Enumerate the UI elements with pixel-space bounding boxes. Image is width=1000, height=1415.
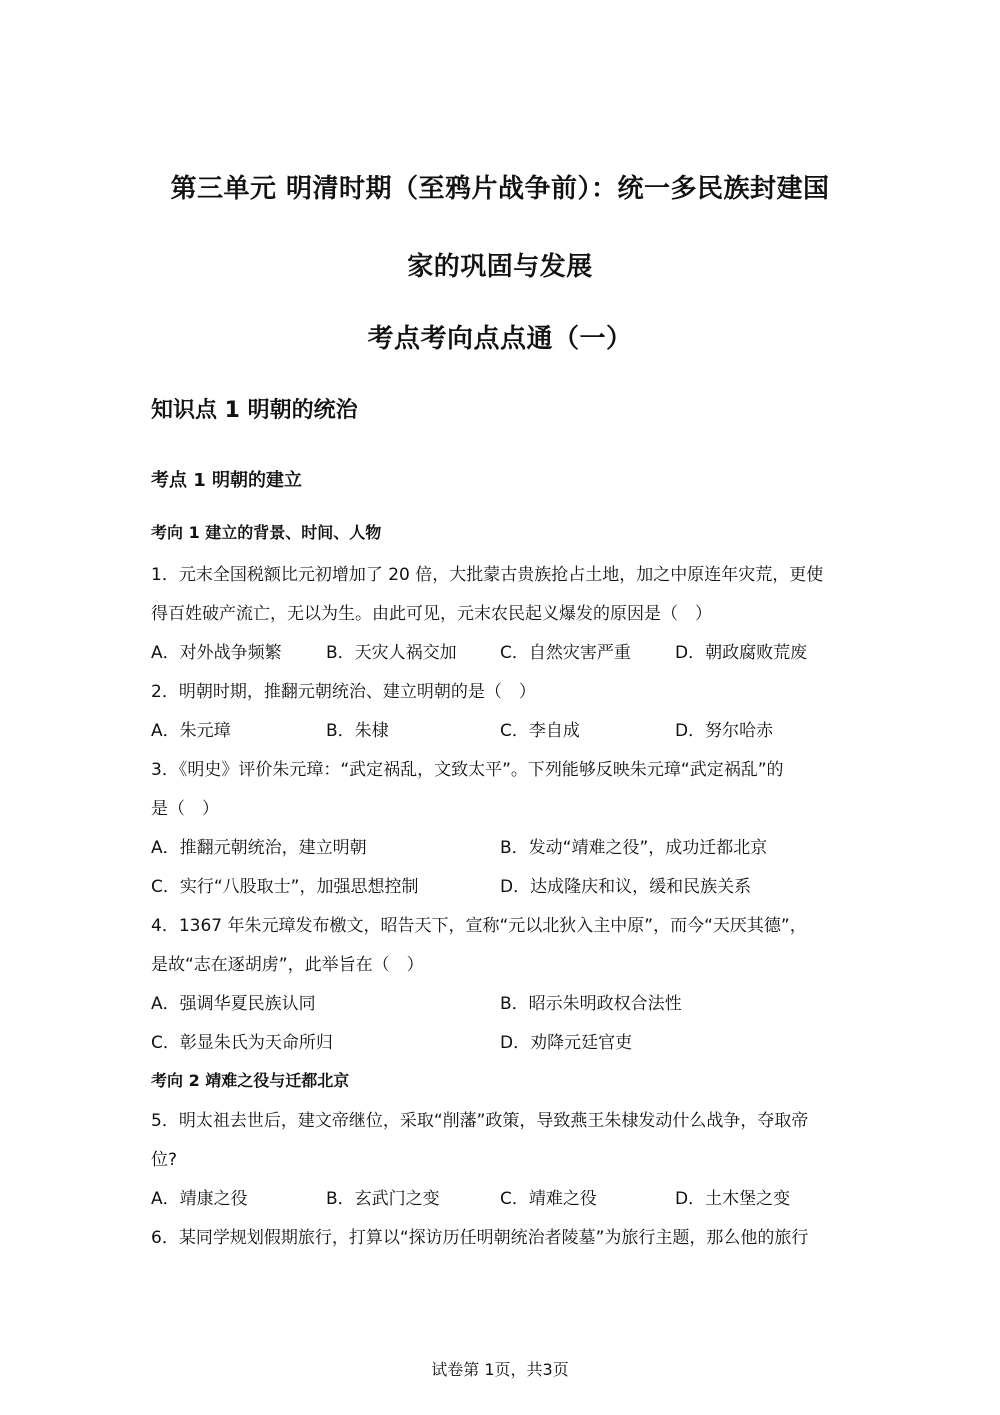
question-2-option-b: B．朱棣: [326, 721, 389, 741]
question-2-option-d: D．努尔哈赤: [675, 721, 774, 741]
kaoxiang-1-heading: 考向 1 建立的背景、时间、人物: [151, 523, 382, 542]
question-3-option-d: D．达成隆庆和议，缓和民族关系: [500, 877, 752, 897]
question-6-line-1: 6．某同学规划假期旅行，打算以“探访历任明朝统治者陵墓”为旅行主题，那么他的旅行: [151, 1228, 809, 1248]
question-5-option-b: B．玄武门之变: [326, 1189, 440, 1209]
question-5-option-c: C．靖难之役: [500, 1189, 597, 1209]
question-4-line-1: 4．1367 年朱元璋发布檄文，昭告天下，宣称“元以北狄入主中原”，而今“天厌其德”，: [151, 916, 807, 936]
question-5-line-1: 5．明太祖去世后，建文帝继位，采取“削藩”政策，导致燕王朱棣发动什么战争，夺取帝: [151, 1111, 809, 1131]
page-footer: 试卷第 1页，共3页: [431, 1360, 569, 1379]
title-line-2: 家的巩固与发展: [407, 252, 593, 282]
question-1-line-2: 得百姓破产流亡，无以为生。由此可见，元末农民起义爆发的原因是（ ）: [151, 604, 712, 624]
question-4-option-d: D．劝降元廷官吏: [500, 1033, 633, 1053]
kaoxiang-2-heading: 考向 2 靖难之役与迁都北京: [151, 1071, 350, 1090]
question-4-line-2: 是故“志在逐胡虏”，此举旨在（ ）: [151, 955, 424, 975]
question-1-option-c: C．自然灾害严重: [500, 643, 631, 663]
knowledge-point-heading: 知识点 1 明朝的统治: [151, 398, 358, 423]
question-4-option-b: B．昭示朱明政权合法性: [500, 994, 682, 1014]
question-5-line-2: 位?: [151, 1150, 178, 1170]
kaodian-heading: 考点 1 明朝的建立: [151, 470, 303, 491]
question-2-option-a: A．朱元璋: [151, 721, 231, 741]
question-1-line-1: 1．元末全国税额比元初增加了 20 倍，大批蒙古贵族抢占土地，加之中原连年灾荒，更使: [151, 565, 824, 585]
question-3-line-1: 3．《明史》评价朱元璋：“武定祸乱，文致太平”。下列能够反映朱元璋“武定祸乱”的: [151, 760, 784, 780]
question-3-option-a: A．推翻元朝统治，建立明朝: [151, 838, 367, 858]
question-2-line-1: 2．明朝时期，推翻元朝统治、建立明朝的是（ ）: [151, 682, 536, 702]
question-1-option-d: D．朝政腐败荒废: [675, 643, 808, 663]
question-5-option-a: A．靖康之役: [151, 1189, 248, 1209]
question-4-option-a: A．强调华夏民族认同: [151, 994, 316, 1014]
question-3-line-2: 是（ ）: [151, 799, 219, 819]
subtitle: 考点考向点点通（一）: [367, 324, 633, 354]
question-1-option-a: A．对外战争频繁: [151, 643, 282, 663]
question-2-option-c: C．李自成: [500, 721, 580, 741]
question-3-option-c: C．实行“八股取士”，加强思想控制: [151, 877, 419, 897]
question-1-option-b: B．天灾人祸交加: [326, 643, 457, 663]
question-5-option-d: D．土木堡之变: [675, 1189, 791, 1209]
question-4-option-c: C．彰显朱氏为天命所归: [151, 1033, 333, 1053]
question-3-option-b: B．发动“靖难之役”，成功迁都北京: [500, 838, 768, 858]
title-line-1: 第三单元 明清时期（至鸦片战争前）：统一多民族封建国: [170, 174, 830, 204]
